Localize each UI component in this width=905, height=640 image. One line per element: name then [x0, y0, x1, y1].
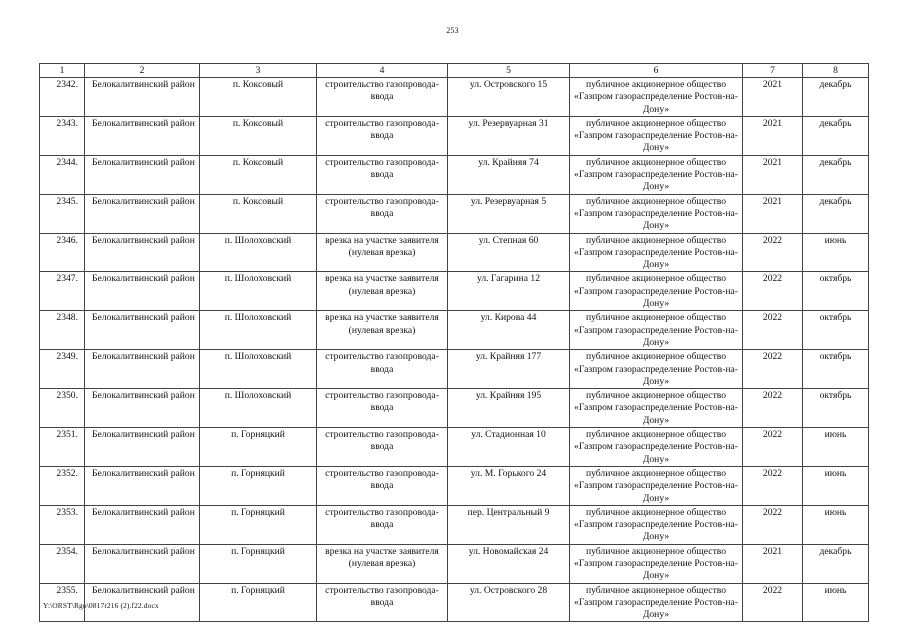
organization-cell: публичное акционерное общество «Газпром газораспределение Ростов-на-Дону» — [570, 78, 743, 117]
month-cell: июнь — [803, 428, 869, 467]
work-type-cell: врезка на участке заявителя (нулевая врезка) — [317, 272, 448, 311]
row-number: 2354. — [40, 544, 85, 583]
address-cell: ул. Гагарина 12 — [448, 272, 570, 311]
table-row — [40, 428, 869, 467]
address-cell: ул. Крайняя 74 — [448, 155, 570, 194]
work-type-cell: врезка на участке заявителя (нулевая врезка) — [317, 544, 448, 583]
address-cell: пер. Центральный 9 — [448, 505, 570, 544]
year-cell: 2022 — [743, 466, 803, 505]
table-row — [40, 155, 869, 194]
table-row — [40, 194, 869, 233]
month-cell: декабрь — [803, 194, 869, 233]
row-number: 2352. — [40, 466, 85, 505]
district-cell: Белокалитвинский район — [85, 155, 200, 194]
month-cell: октябрь — [803, 272, 869, 311]
column-header: 6 — [570, 64, 743, 78]
address-cell: ул. Кирова 44 — [448, 311, 570, 350]
month-cell: июнь — [803, 233, 869, 272]
month-cell: июнь — [803, 466, 869, 505]
work-type-cell: строительство газопровода-ввода — [317, 428, 448, 467]
work-type-cell: строительство газопровода-ввода — [317, 155, 448, 194]
column-header: 4 — [317, 64, 448, 78]
column-header: 3 — [200, 64, 317, 78]
month-cell: июнь — [803, 583, 869, 622]
organization-cell: публичное акционерное общество «Газпром газораспределение Ростов-на-Дону» — [570, 428, 743, 467]
table-row — [40, 311, 869, 350]
column-header: 7 — [743, 64, 803, 78]
organization-cell: публичное акционерное общество «Газпром газораспределение Ростов-на-Дону» — [570, 389, 743, 428]
organization-cell: публичное акционерное общество «Газпром газораспределение Ростов-на-Дону» — [570, 233, 743, 272]
address-cell: ул. Степная 60 — [448, 233, 570, 272]
settlement-cell: п. Коксовый — [200, 155, 317, 194]
year-cell: 2022 — [743, 233, 803, 272]
address-cell: ул. Островского 28 — [448, 583, 570, 622]
district-cell: Белокалитвинский район — [85, 272, 200, 311]
organization-cell: публичное акционерное общество «Газпром газораспределение Ростов-на-Дону» — [570, 116, 743, 155]
month-cell: декабрь — [803, 155, 869, 194]
settlement-cell: п. Горняцкий — [200, 428, 317, 467]
work-type-cell: строительство газопровода-ввода — [317, 583, 448, 622]
settlement-cell: п. Шолоховский — [200, 272, 317, 311]
settlement-cell: п. Коксовый — [200, 78, 317, 117]
district-cell: Белокалитвинский район — [85, 389, 200, 428]
table-row — [40, 78, 869, 117]
table-row — [40, 272, 869, 311]
month-cell: декабрь — [803, 78, 869, 117]
header-row — [40, 64, 869, 78]
work-type-cell: строительство газопровода-ввода — [317, 116, 448, 155]
table-row — [40, 544, 869, 583]
organization-cell: публичное акционерное общество «Газпром газораспределение Ростов-на-Дону» — [570, 272, 743, 311]
month-cell: октябрь — [803, 311, 869, 350]
settlement-cell: п. Горняцкий — [200, 583, 317, 622]
district-cell: Белокалитвинский район — [85, 583, 200, 622]
year-cell: 2022 — [743, 311, 803, 350]
address-cell: ул. Новомайская 24 — [448, 544, 570, 583]
column-header: 8 — [803, 64, 869, 78]
district-cell: Белокалитвинский район — [85, 194, 200, 233]
footer-file-path: Y:\ORST\Rgo\0817r216 (2).f22.docx — [43, 601, 159, 610]
row-number: 2349. — [40, 350, 85, 389]
organization-cell: публичное акционерное общество «Газпром газораспределение Ростов-на-Дону» — [570, 505, 743, 544]
column-header: 1 — [40, 64, 85, 78]
row-number: 2348. — [40, 311, 85, 350]
district-cell: Белокалитвинский район — [85, 544, 200, 583]
work-type-cell: строительство газопровода-ввода — [317, 194, 448, 233]
row-number: 2343. — [40, 116, 85, 155]
year-cell: 2022 — [743, 428, 803, 467]
settlement-cell: п. Коксовый — [200, 116, 317, 155]
organization-cell: публичное акционерное общество «Газпром газораспределение Ростов-на-Дону» — [570, 194, 743, 233]
organization-cell: публичное акционерное общество «Газпром газораспределение Ростов-на-Дону» — [570, 155, 743, 194]
work-type-cell: строительство газопровода-ввода — [317, 505, 448, 544]
settlement-cell: п. Коксовый — [200, 194, 317, 233]
district-cell: Белокалитвинский район — [85, 116, 200, 155]
district-cell: Белокалитвинский район — [85, 428, 200, 467]
address-cell: ул. Стадионная 10 — [448, 428, 570, 467]
table-row — [40, 233, 869, 272]
row-number: 2347. — [40, 272, 85, 311]
organization-cell: публичное акционерное общество «Газпром газораспределение Ростов-на-Дону» — [570, 583, 743, 622]
row-number: 2353. — [40, 505, 85, 544]
table-row — [40, 116, 869, 155]
row-number: 2344. — [40, 155, 85, 194]
column-header: 2 — [85, 64, 200, 78]
address-cell: ул. Резервуарная 31 — [448, 116, 570, 155]
address-cell: ул. Островского 15 — [448, 78, 570, 117]
year-cell: 2021 — [743, 116, 803, 155]
month-cell: декабрь — [803, 544, 869, 583]
data-table — [39, 63, 869, 622]
year-cell: 2022 — [743, 350, 803, 389]
settlement-cell: п. Горняцкий — [200, 544, 317, 583]
table-row — [40, 466, 869, 505]
district-cell: Белокалитвинский район — [85, 78, 200, 117]
address-cell: ул. Крайняя 195 — [448, 389, 570, 428]
settlement-cell: п. Шолоховский — [200, 389, 317, 428]
work-type-cell: врезка на участке заявителя (нулевая врезка) — [317, 311, 448, 350]
settlement-cell: п. Шолоховский — [200, 233, 317, 272]
month-cell: июнь — [803, 505, 869, 544]
address-cell: ул. М. Горького 24 — [448, 466, 570, 505]
work-type-cell: врезка на участке заявителя (нулевая врезка) — [317, 233, 448, 272]
district-cell: Белокалитвинский район — [85, 350, 200, 389]
organization-cell: публичное акционерное общество «Газпром газораспределение Ростов-на-Дону» — [570, 311, 743, 350]
month-cell: декабрь — [803, 116, 869, 155]
organization-cell: публичное акционерное общество «Газпром газораспределение Ростов-на-Дону» — [570, 350, 743, 389]
work-type-cell: строительство газопровода-ввода — [317, 466, 448, 505]
settlement-cell: п. Горняцкий — [200, 505, 317, 544]
row-number: 2350. — [40, 389, 85, 428]
column-header: 5 — [448, 64, 570, 78]
row-number: 2346. — [40, 233, 85, 272]
work-type-cell: строительство газопровода-ввода — [317, 78, 448, 117]
table-row — [40, 583, 869, 622]
address-cell: ул. Крайняя 177 — [448, 350, 570, 389]
work-type-cell: строительство газопровода-ввода — [317, 350, 448, 389]
month-cell: октябрь — [803, 350, 869, 389]
district-cell: Белокалитвинский район — [85, 311, 200, 350]
settlement-cell: п. Шолоховский — [200, 350, 317, 389]
year-cell: 2022 — [743, 583, 803, 622]
table-row — [40, 389, 869, 428]
year-cell: 2022 — [743, 389, 803, 428]
work-type-cell: строительство газопровода-ввода — [317, 389, 448, 428]
year-cell: 2021 — [743, 78, 803, 117]
year-cell: 2021 — [743, 544, 803, 583]
organization-cell: публичное акционерное общество «Газпром газораспределение Ростов-на-Дону» — [570, 544, 743, 583]
row-number: 2355. — [40, 583, 85, 622]
page-number: 253 — [446, 26, 459, 35]
district-cell: Белокалитвинский район — [85, 466, 200, 505]
organization-cell: публичное акционерное общество «Газпром газораспределение Ростов-на-Дону» — [570, 466, 743, 505]
year-cell: 2022 — [743, 505, 803, 544]
year-cell: 2022 — [743, 272, 803, 311]
row-number: 2345. — [40, 194, 85, 233]
table-row — [40, 350, 869, 389]
year-cell: 2021 — [743, 194, 803, 233]
row-number: 2342. — [40, 78, 85, 117]
settlement-cell: п. Шолоховский — [200, 311, 317, 350]
district-cell: Белокалитвинский район — [85, 233, 200, 272]
row-number: 2351. — [40, 428, 85, 467]
address-cell: ул. Резервуарная 5 — [448, 194, 570, 233]
table-row — [40, 505, 869, 544]
district-cell: Белокалитвинский район — [85, 505, 200, 544]
year-cell: 2021 — [743, 155, 803, 194]
settlement-cell: п. Горняцкий — [200, 466, 317, 505]
month-cell: октябрь — [803, 389, 869, 428]
